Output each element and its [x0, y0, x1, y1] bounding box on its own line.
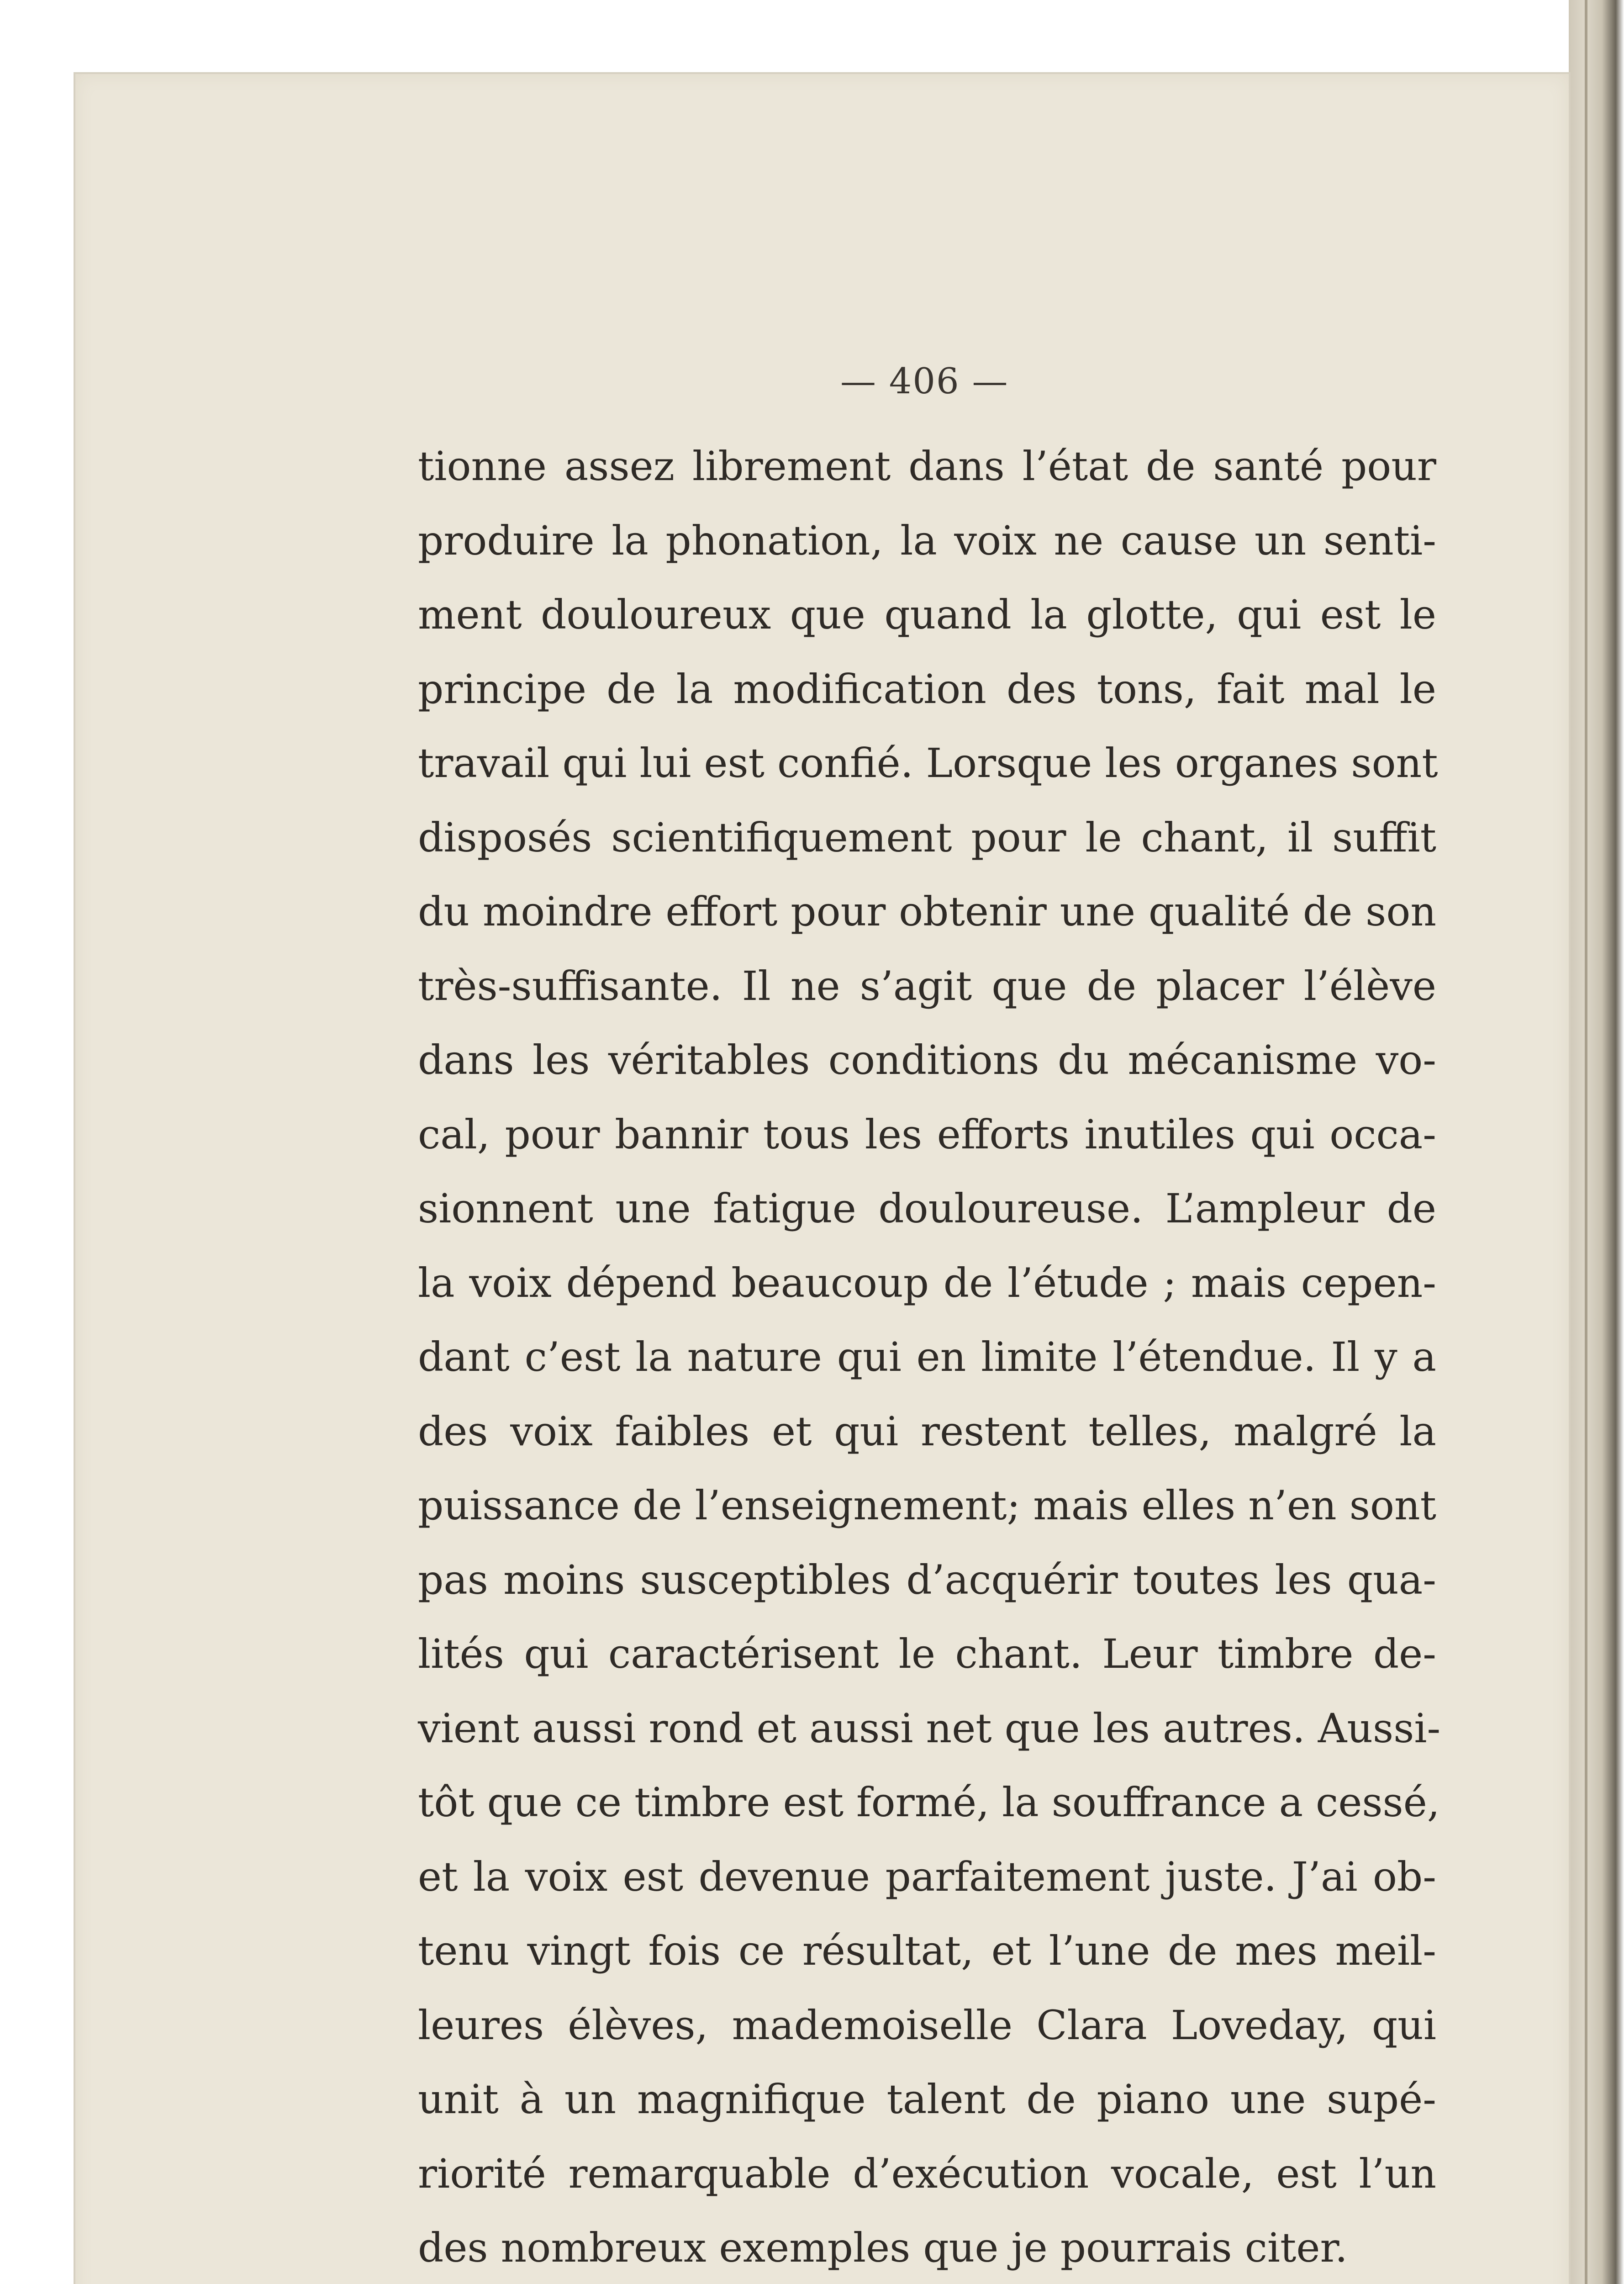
text-line: lités qui caractérisent le chant. Leur timbre de- — [418, 1630, 1436, 1677]
text-line: cal, pour bannir tous les efforts inutiles qui occa- — [418, 1110, 1436, 1158]
book-spine-edge — [1569, 0, 1624, 2284]
text-line: du moindre effort pour obtenir une qualité de son — [418, 888, 1436, 935]
text-line: des nombreux exemples que je pourrais citer. — [418, 2224, 1348, 2271]
text-line: disposés scientifiquement pour le chant, il suffit — [418, 814, 1436, 861]
text-line: dans les véritables conditions du mécanisme vo- — [418, 1036, 1436, 1084]
text-line: des voix faibles et qui restent telles, malgré la — [418, 1407, 1436, 1455]
text-line: tenu vingt fois ce résultat, et l’une de mes meil- — [418, 1927, 1436, 1974]
page-fold-line — [1585, 0, 1587, 2284]
page-number: — 406 — — [840, 361, 1009, 402]
text-line: riorité remarquable d’exécution vocale, est l’un — [418, 2150, 1436, 2197]
text-line: principe de la modification des tons, fait mal le — [418, 665, 1436, 713]
text-line: très-suffisante. Il ne s’agit que de placer l’élève — [418, 962, 1436, 1010]
text-line: ment douloureux que quand la glotte, qui est le — [418, 591, 1436, 638]
text-line: vient aussi rond et aussi net que les autres. Aussi- — [418, 1704, 1441, 1752]
text-line: pas moins susceptibles d’acquérir toutes les qua- — [418, 1556, 1436, 1603]
text-line: dant c’est la nature qui en limite l’étendue. Il y a — [418, 1333, 1436, 1380]
text-line: travail qui lui est confié. Lorsque les organes sont — [418, 740, 1438, 787]
text-line: leures élèves, mademoiselle Clara Loveday, qui — [418, 2001, 1436, 2049]
text-line: et la voix est devenue parfaitement juste. J’ai ob- — [418, 1853, 1436, 1900]
text-line: sionnent une fatigue douloureuse. L’ampleur de — [418, 1185, 1436, 1232]
text-line: puissance de l’enseignement; mais elles n’en sont — [418, 1482, 1436, 1529]
body-text — [418, 429, 1441, 2284]
text-line: tionne assez librement dans l’état de santé pour — [418, 443, 1436, 490]
text-line: la voix dépend beaucoup de l’étude ; mais cepen- — [418, 1259, 1436, 1306]
text-line: tôt que ce timbre est formé, la souffrance a cessé, — [418, 1779, 1440, 1826]
text-line: unit à un magnifique talent de piano une supé- — [418, 2076, 1436, 2123]
text-line: produire la phonation, la voix ne cause un senti- — [418, 517, 1436, 564]
